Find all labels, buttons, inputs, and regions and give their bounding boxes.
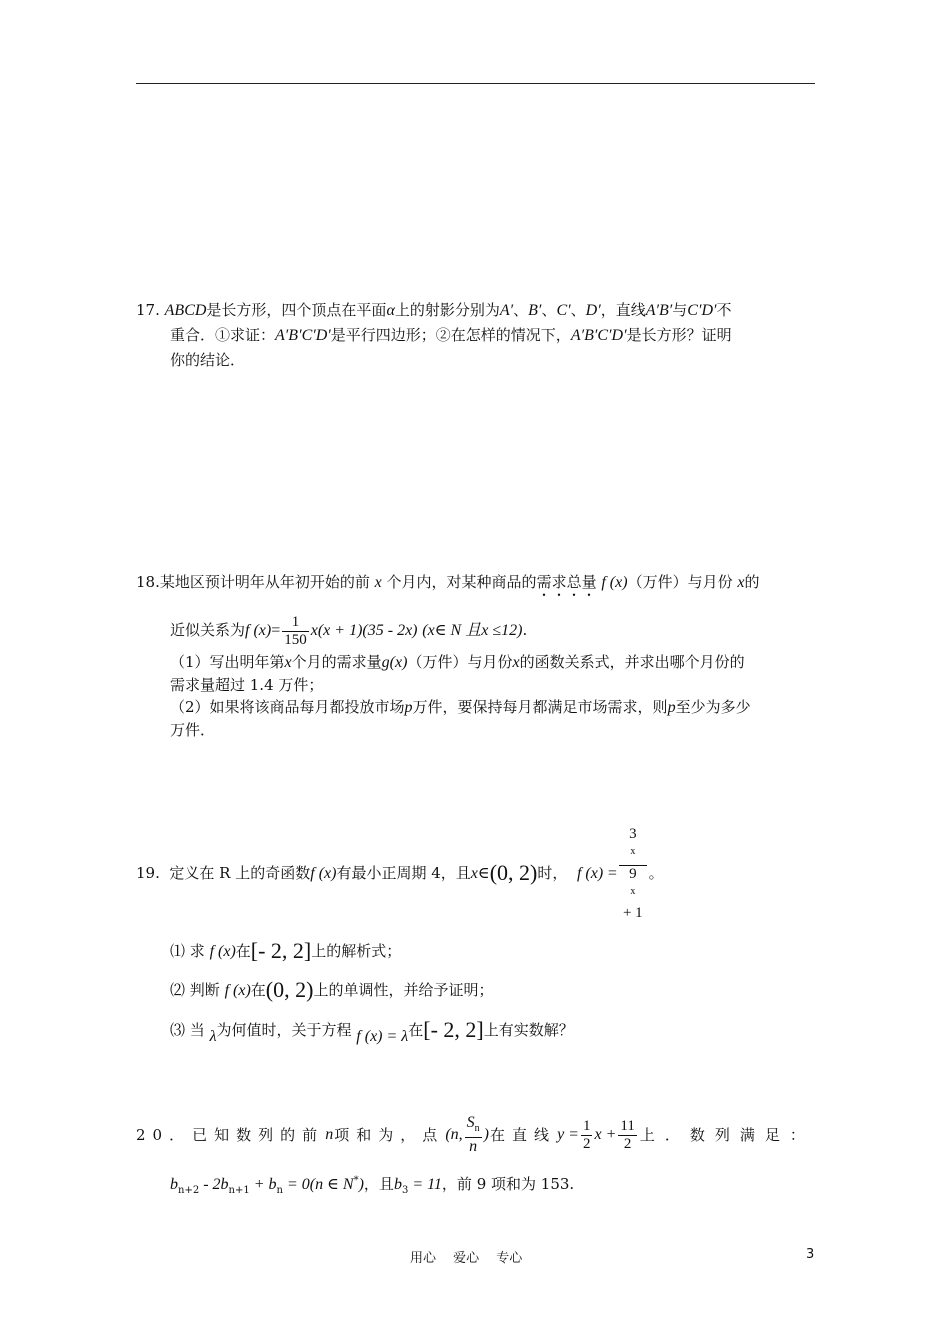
fraction-3x-over-9x-plus-1: 3 $^x$ 9 $^x$ + 1 (619, 826, 647, 922)
q17-line3: 你的结论． (170, 351, 246, 369)
q18-line1: 18.某地区预计明年从年初开始的前 x 个月内，对某种商品的需求总量 f (x)（万件）与月份 x的 (136, 573, 760, 591)
page-number: 3 (806, 1247, 815, 1262)
point-expr: (n, $\frac{S_n}{n}$ ) (445, 1114, 489, 1155)
q20-line1: 20． 已知数列的前 n 项和为，点 (n, $\frac{S_n}{n}$ ) 在直线 y = $\frac{1}{2}$ x + $\frac{11}{2}$ 上．数列满足： (136, 1114, 815, 1155)
fraction-1-150: $\frac{1}{150}$ (284, 613, 307, 648)
q20-line2: $b_{n+2} - 2b_{n+1} + b_n = 0(n$ ∈ N*)，且$b_3 = 11$，前 9 项和为 153. (170, 1175, 575, 1196)
q19-sub1: ⑴ 求 f (x)在[- 2, 2]上的解析式； (170, 938, 402, 963)
question-18 (136, 570, 759, 741)
q19-sub2: ⑵ 判断 f (x)在(0, 2)上的单调性，并给予证明； (170, 977, 494, 1002)
fraction-one-half: $\frac{1}{2}$ (582, 1117, 591, 1152)
footer-motto: 用心 爱心 专心 (410, 1251, 523, 1266)
q17-line2: 重合．①求证：A′B′C′D′是平行四边形；②在怎样的情况下，A′B′C′D′是长方形？证明 (170, 326, 732, 344)
q18-part1: （1）写出明年第x个月的需求量g(x)（万件）与月份x的函数关系式，并求出哪个月份的 (170, 653, 745, 671)
q17-line1: 17. ABCD是长方形，四个顶点在平面α上的射影分别为A′、B′、C′、D′，直线A′B′与C′D′不 (136, 301, 732, 319)
fraction-eleven-halves: $\frac{11}{2}$ (620, 1117, 635, 1152)
line-eq: y = $\frac{1}{2}$ x + $\frac{11}{2}$ (557, 1117, 635, 1152)
q18-line2: 近似关系为f (x)= $\frac{1}{150}$ x(x + 1)(35 - 2x) (x∈ N 且x ≤12). (170, 613, 528, 648)
question-17 (136, 298, 732, 373)
q18-part2: （2）如果将该商品每月都投放市场p万件，要保持每月都满足市场需求，则p至少为多少 (170, 698, 751, 716)
q18-part2-cont: 万件． (170, 721, 216, 739)
question-19 (136, 826, 664, 1055)
rect-name: ABCD (164, 302, 207, 319)
fraction-sn-over-n: $\frac{S_n}{n}$ (466, 1114, 480, 1155)
header-rule (136, 83, 815, 84)
emphasis-text: 需求总量 (536, 573, 597, 591)
q19-sub3: ⑶ 当 λ为何值时，关于方程 f (x) = λ在[- 2, 2]上有实数解？ (170, 1017, 574, 1045)
q19-line1: 19. 定义在 R 上的奇函数f (x)有最小正周期 4，且x∈(0, 2)时， f (x) = 3 $^x$ 9 $^x$ + 1 。 (136, 826, 664, 921)
question-20 (136, 1112, 815, 1205)
q18-part1-cont: 需求量超过 1.4 万件； (170, 676, 324, 694)
